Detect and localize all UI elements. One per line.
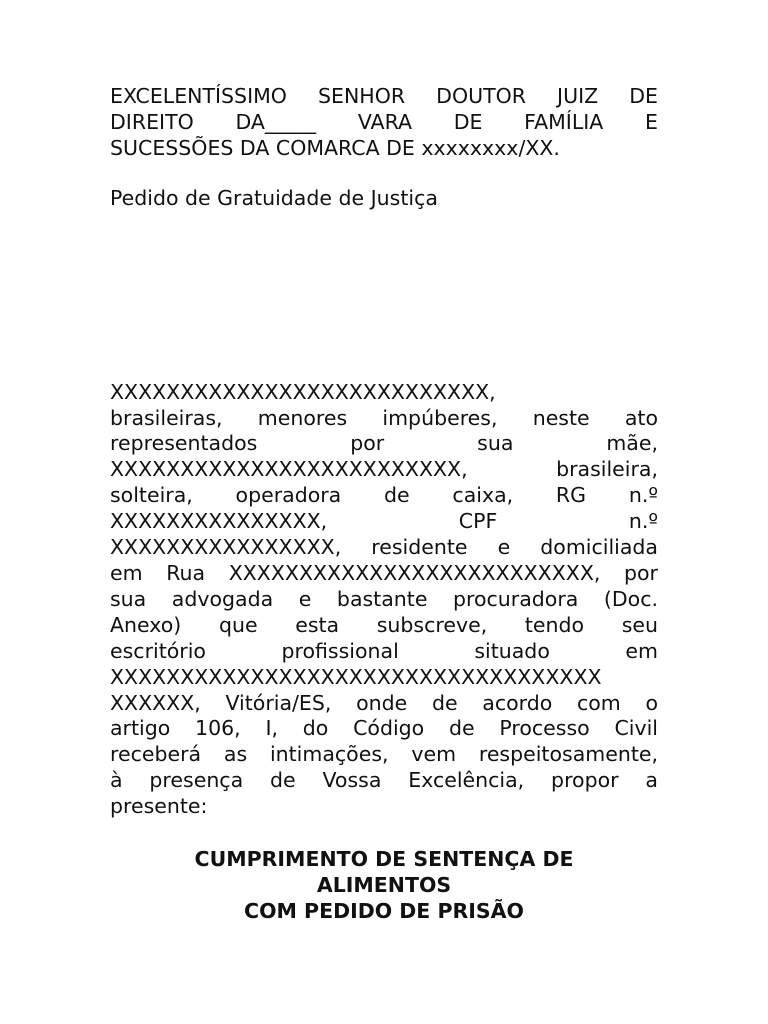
body-line: escritório profissional situado em [110, 638, 658, 663]
body-line: XXXXXX, Vitória/ES, onde de acordo com o [110, 690, 658, 715]
action-title-line-1: CUMPRIMENTO DE SENTENÇA DE [194, 847, 574, 872]
body-line: receberá as intimações, vem respeitosamente, [110, 742, 658, 767]
body-line: XXXXXXXXXXXXXXXX, residente e domiciliada [110, 535, 658, 560]
action-title-line-2: ALIMENTOS [316, 873, 452, 898]
body-line: presente: [110, 794, 208, 819]
header-line-1: EXCELENTÍSSIMO SENHOR DOUTOR JUIZ DE [110, 84, 658, 108]
action-title [110, 846, 658, 924]
body-line: solteira, operadora de caixa, RG n.º [110, 483, 658, 508]
body-line: à presença de Vossa Excelência, propor a [110, 768, 658, 793]
body-line: brasileiras, menores impúberes, neste ato [110, 405, 658, 430]
court-address-header [110, 84, 658, 162]
header-line-3: SUCESSÕES DA COMARCA DE xxxxxxxx/XX. [110, 135, 560, 160]
body-line: XXXXXXXXXXXXXXXXXXXXXXXXXXX, [110, 379, 496, 404]
body-line: artigo 106, I, do Código de Processo Civil [110, 716, 658, 741]
document-page [110, 84, 658, 924]
body-line: representados por sua mãe, [110, 431, 658, 456]
body-line: sua advogada e bastante procuradora (Doc. [110, 586, 658, 611]
request-subject: Pedido de Gratuidade de Justiça [110, 185, 438, 210]
body-line: XXXXXXXXXXXXXXXXXXXXXXXXX, brasileira, [110, 457, 658, 482]
body-line: XXXXXXXXXXXXXXXXXXXXXXXXXXXXXXXXXXX [110, 664, 602, 689]
action-title-line-3: COM PEDIDO DE PRISÃO [244, 899, 524, 924]
body-line: em Rua XXXXXXXXXXXXXXXXXXXXXXXXXX, por [110, 560, 658, 585]
body-line: Anexo) que esta subscreve, tendo seu [110, 612, 658, 637]
header-line-2: DIREITO DA_____ VARA DE FAMÍLIA E [110, 109, 658, 134]
petition-body [110, 380, 658, 820]
body-line: XXXXXXXXXXXXXXX, CPF n.º [110, 509, 658, 534]
